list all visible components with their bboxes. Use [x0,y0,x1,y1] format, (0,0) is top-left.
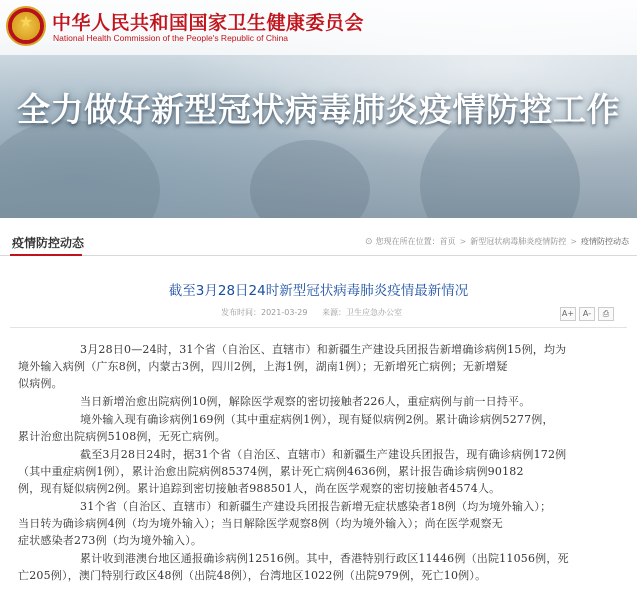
paragraph-line: 当日新增治愈出院病例10例，解除医学观察的密切接触者226人，重症病例与前一日持平。 [80,395,531,408]
star-icon: ★ [18,12,34,31]
publish-date: 发布时间：2021-03-29 [221,308,308,317]
article-meta [221,307,402,318]
paragraph-line: 累计治愈出院病例5108例，无死亡病例。 [18,430,226,443]
paragraph-line: 截至3月28日24时，据31个省（自治区、直辖市）和新疆生产建设兵团报告，现有确诊病例172例 [80,448,567,461]
paragraph-line: 31个省（自治区、直辖市）和新疆生产建设兵团报告新增无症状感染者18例（均为境外输入）； [80,500,552,513]
breadcrumb-current[interactable]: 疫情防控动态 [581,237,629,246]
breadcrumb-label: 您现在所在位置： [375,237,440,246]
national-emblem-icon[interactable] [6,6,46,46]
banner-background-figure [0,120,160,218]
paragraph-line: 似病例。 [18,377,63,390]
section-bar [0,228,637,256]
org-name-chinese[interactable]: 中华人民共和国国家卫生健康委员会 [52,12,365,34]
breadcrumb-covid-link[interactable]: 新型冠状病毒肺炎疫情防控 [470,237,567,246]
paragraph-line: 当日转为确诊病例4例（均为境外输入）；当日解除医学观察8例（均为境外输入）；尚在医学观察无 [18,517,503,530]
article-body [18,341,613,584]
article-tools [560,307,614,321]
paragraph [18,446,613,497]
paragraph-line: 例，现有疑似病例2例。累计追踪到密切接触者988501人，尚在医学观察的密切接触者4574人。 [18,482,501,495]
section-title-underline [10,254,82,256]
breadcrumb [365,236,629,247]
paragraph [18,341,613,392]
breadcrumb-home-link[interactable]: 首页 [439,237,456,246]
banner-background-figure [250,140,370,218]
paragraph-line: 境外输入病例（广东8例，内蒙古3例，四川2例，上海1例，湖南1例）；无新增死亡病例；无新增疑 [18,360,508,373]
header-banner [0,0,637,218]
org-name-english: National Health Commission of the People's Republic of China [53,33,289,43]
paragraph-line: 累计收到港澳台地区通报确诊病例12516例。其中，香港特别行政区11446例（出院11056例，死 [80,552,569,565]
paragraph [58,393,613,410]
paragraph [18,411,613,445]
paragraph-line: 3月28日0—24时，31个省（自治区、直辖市）和新疆生产建设兵团报告新增确诊病例15例，均为 [80,343,567,356]
font-decrease-button[interactable]: A- [579,307,595,321]
section-title: 疫情防控动态 [12,236,85,250]
paragraph-line: 亡205例），澳门特别行政区48例（出院48例），台湾地区1022例（出院979例，死亡10例）。 [18,569,487,582]
location-pin-icon: ⊙ [365,236,373,247]
breadcrumb-separator: > [459,237,467,246]
paragraph [18,550,613,584]
meta-divider [10,327,627,328]
paragraph-line: （其中重症病例1例），累计治愈出院病例85374例，累计死亡病例4636例，累计报告确诊病例90182 [18,465,524,478]
paragraph-line: 境外输入现有确诊病例169例（其中重症病例1例），现有疑似病例2例。累计确诊病例5277例， [80,413,554,426]
article-title: 截至3月28日24时新型冠状病毒肺炎疫情最新情况 [168,283,469,299]
breadcrumb-separator: > [570,237,577,246]
article-source: 来源：卫生应急办公室 [322,308,403,317]
print-icon[interactable]: ⎙ [598,307,614,321]
paragraph [18,498,613,549]
font-increase-button[interactable]: A+ [560,307,576,321]
banner-slogan: 全力做好新型冠状病毒肺炎疫情防控工作 [17,90,620,129]
paragraph-line: 症状感染者273例（均为境外输入）。 [18,534,203,547]
